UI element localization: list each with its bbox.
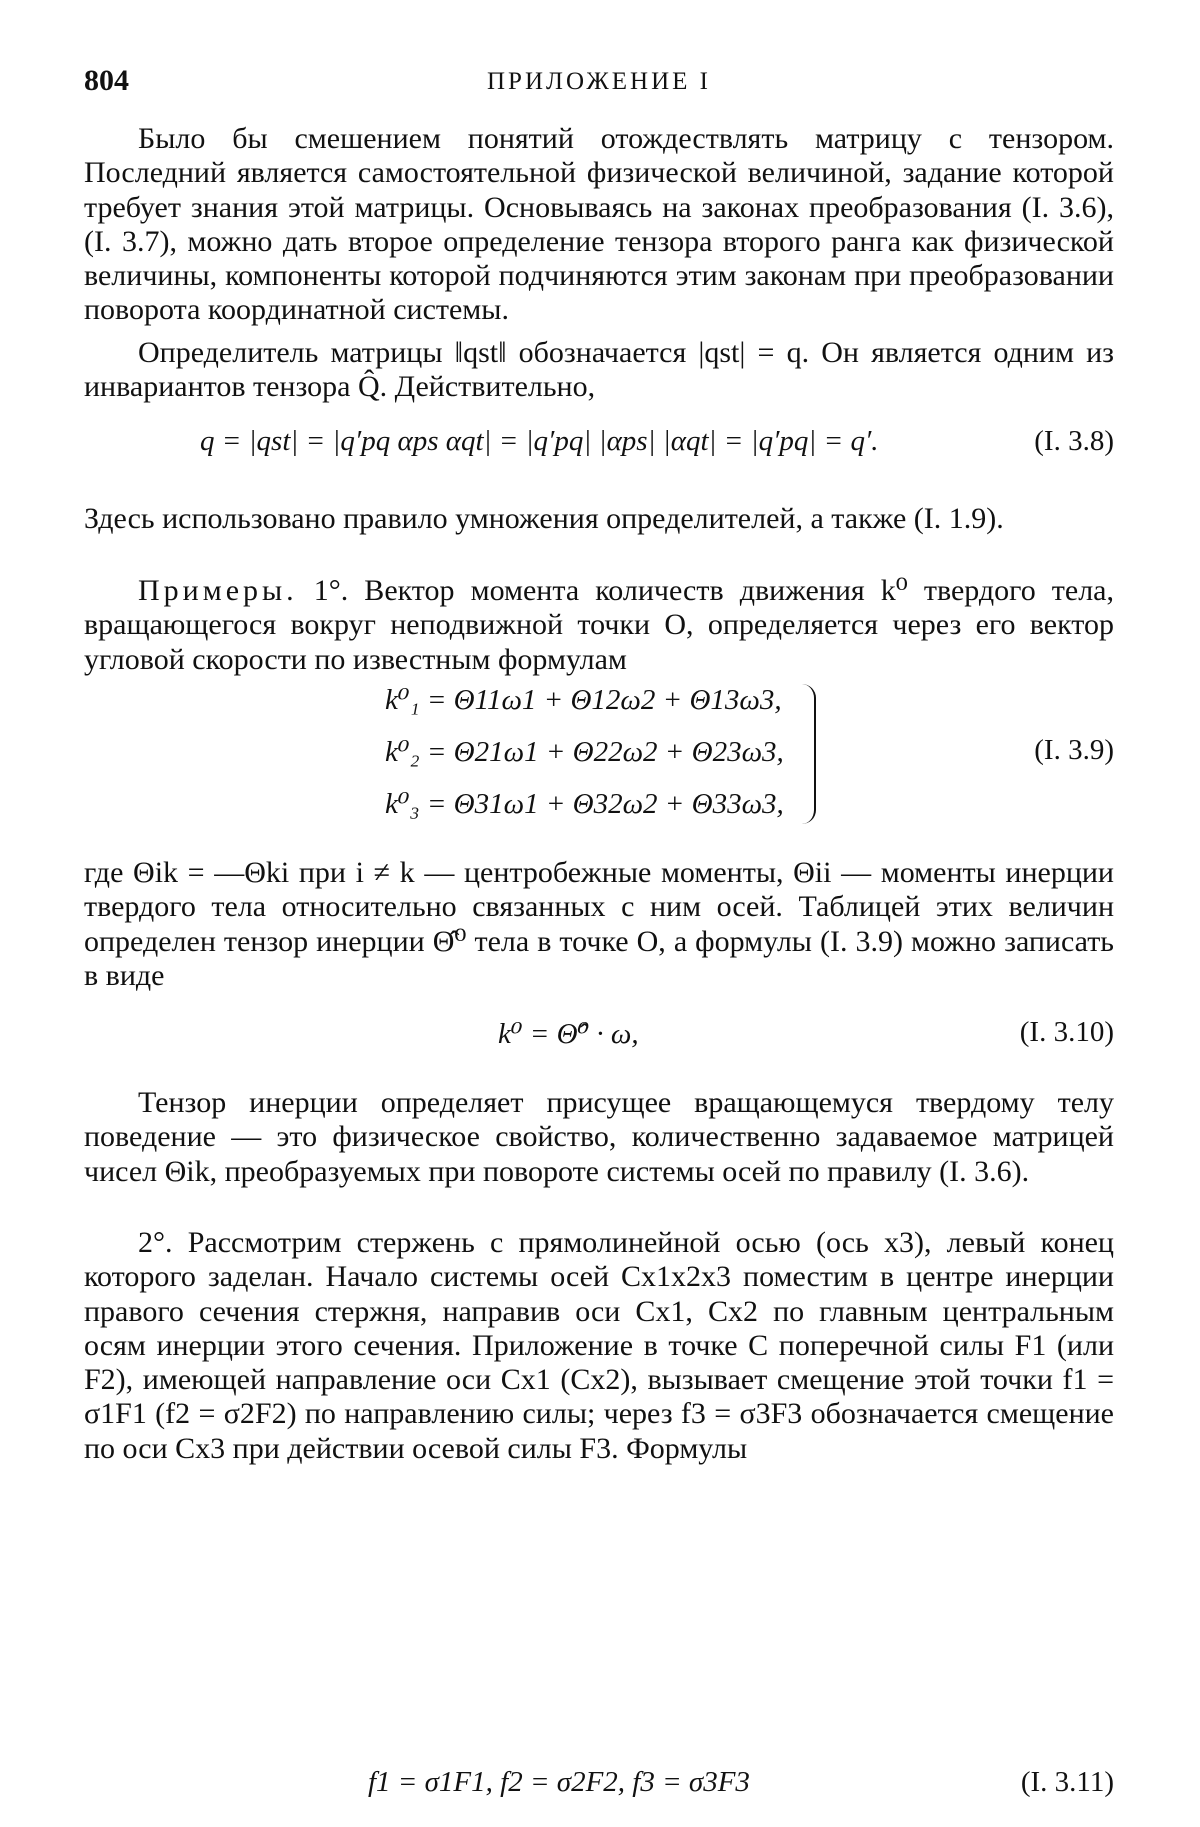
equation-1-3-9-line-1: k⁰₁ = Θ11ω1 + Θ12ω2 + Θ13ω3, (385, 684, 782, 716)
paragraph-5: где Θik = —Θki при i ≠ k — центробежные моменты, Θii — моменты инерции твердого тела относительно связанных с ним осей. Таблицей этих величин определен тензор инерции Θ̂⁰ тела в точке O, а формулы (I. 3.9) можно записать в виде (84, 856, 1114, 992)
equation-number-1-3-9: (I. 3.9) (1034, 734, 1114, 766)
equation-1-3-8: q = |qst| = |q′pq αps αqt| = |q′pq| |αps| |αqt| = |q′pq| = q′. (200, 425, 879, 457)
paragraph-6: Тензор инерции определяет присущее вращающемуся твердому телу поведение — это физическое свойство, количественно задаваемое матрицей чисел Θik, преобразуемых при повороте системы осей по правилу (I. 3.6). (84, 1086, 1114, 1188)
equation-number-1-3-8: (I. 3.8) (1034, 425, 1114, 457)
paragraph-4 (84, 574, 1114, 677)
running-title: ПРИЛОЖЕНИЕ I (486, 68, 712, 95)
equation-brace (800, 684, 816, 824)
equation-1-3-10: k⁰ = Θ̂⁰ · ω, (498, 1018, 639, 1050)
page-header (84, 64, 1114, 104)
examples-lead: Примеры. (138, 574, 298, 607)
equation-number-1-3-10: (I. 3.10) (1019, 1016, 1114, 1048)
paragraph-1: Было бы смешением понятий отождествлять матрицу с тензором. Последний является самостоятельной физической величиной, задание которой требует знания этой матрицы. Основываясь на законах преобразования (I. 3.6), (I. 3.7), можно дать второе определение тензора второго ранга как физической величины, компоненты которой подчиняются этим законам при преобразовании поворота координатной системы. (84, 122, 1114, 327)
equation-1-3-9-line-3: k⁰₃ = Θ31ω1 + Θ32ω2 + Θ33ω3, (385, 788, 784, 820)
paragraph-3: Здесь использовано правило умножения определителей, а также (I. 1.9). (84, 502, 1004, 535)
paragraph-7: 2°. Рассмотрим стержень с прямолинейной осью (ось x3), левый конец которого заделан. Начало системы осей Cx1x2x3 поместим в центре инерции правого сечения стержня, направив оси Cx1, Cx2 по главным центральным осям инерции этого сечения. Приложение в точке C поперечной силы F1 (или F2), имеющей направление оси Cx1 (Cx2), вызывает смещение этой точки f1 = σ1F1 (f2 = σ2F2) по направлению силы; через f3 = σ3F3 обозначается смещение по оси Cx3 при действии осевой силы F3. Формулы (84, 1226, 1114, 1465)
page-number: 804 (84, 64, 129, 97)
equation-1-3-11: f1 = σ1F1, f2 = σ2F2, f3 = σ3F3 (368, 1766, 750, 1798)
equation-number-1-3-11: (I. 3.11) (1020, 1766, 1114, 1798)
equation-1-3-9-line-2: k⁰₂ = Θ21ω1 + Θ22ω2 + Θ23ω3, (385, 736, 784, 768)
paragraph-4-text: 1°. Вектор момента количеств движения k⁰ твердого тела, вращающегося вокруг неподвижной точки O, определяется через его вектор угловой скорости по известным формулам (84, 574, 1114, 676)
paragraph-2: Определитель матрицы ‖qst‖ обозначается |qst| = q. Он является одним из инвариантов тензора Q̂. Действительно, (84, 336, 1114, 404)
